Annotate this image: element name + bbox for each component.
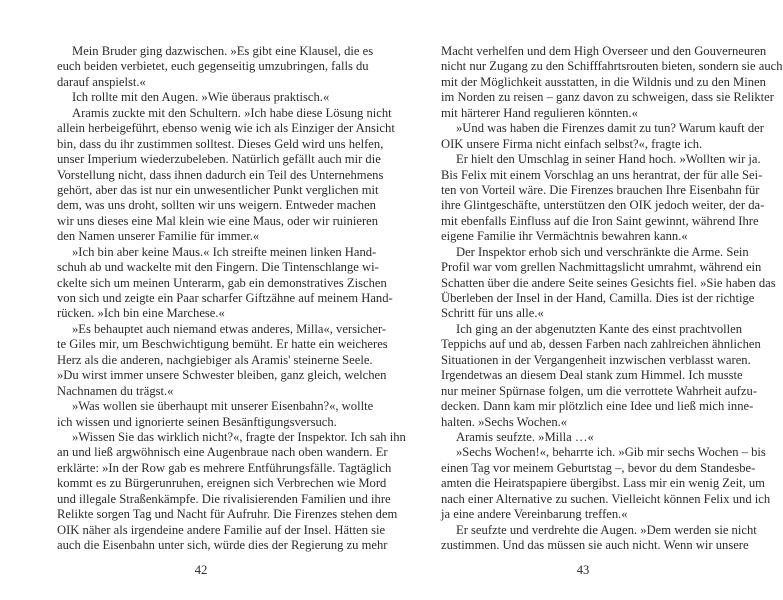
text-line: decken. Dann kam mir plötzlich eine Idee und ließ mich inne- bbox=[441, 399, 754, 414]
text-line: Ich rollte mit den Augen. »Wie überaus praktisch.« bbox=[72, 90, 330, 105]
text-line: ten von Vorteil wäre. Die Firenzes brauchen Ihre Eisenbahn für bbox=[441, 182, 760, 197]
text-line: erklärte: »In der Row gab es mehrere Entführungsfälle. Tagtäglich bbox=[57, 460, 392, 475]
text-line: nicht nur Zugang zu den Schifffahrtsrouten bieten, sondern sie auch bbox=[441, 59, 783, 74]
page-number-left: 42 bbox=[194, 563, 208, 577]
paragraph bbox=[441, 152, 765, 245]
paragraph bbox=[57, 244, 393, 322]
text-line: »Und was haben die Firenzes damit zu tun? Warum kauft der bbox=[456, 121, 764, 136]
page-number-right: 43 bbox=[576, 563, 590, 577]
text-line: Aramis seufzte. »Milla …« bbox=[456, 429, 594, 444]
text-line: euch beiden verbietet, euch gegenseitig umzubringen, falls du bbox=[57, 59, 369, 74]
text-line: Ich ging an der abgenutzten Kante des einst prachtvollen bbox=[456, 321, 743, 336]
text-line: einen Tag vor meinem Geburtstag –, bevor du dem Standesbe- bbox=[441, 460, 756, 475]
text-line: OIK näher als irgendeine andere Familie auf der Insel. Hätten sie bbox=[57, 522, 386, 537]
text-line: Er seufzte und verdrehte die Augen. »Dem werden sie nicht bbox=[456, 522, 757, 537]
text-line: ja eine andere Vereinbarung treffen.« bbox=[441, 507, 628, 522]
text-line: nach einer Alternative zu suchen. Vielleicht können Felix und ich bbox=[441, 491, 771, 506]
text-line: den Namen unserer Familie für immer.« bbox=[57, 229, 260, 244]
text-line: allein herbeigeführt, ebenso wenig wie ich als Einziger der Ansicht bbox=[57, 121, 395, 136]
text-line: Nachnamen du trägst.« bbox=[57, 383, 174, 398]
text-line: eigene Familie ihr Vermächtnis bewahren kann.« bbox=[441, 229, 688, 244]
text-line: Irgendetwas an diesem Deal stank zum Himmel. Ich musste bbox=[441, 368, 743, 383]
text-line: kommt es zu Bürgerunruhen, ereignen sich Verbrechen wie Mord bbox=[57, 476, 387, 491]
text-line: ckelte sich um meinen Unterarm, gab ein demonstratives Zischen bbox=[57, 275, 387, 290]
paragraph bbox=[57, 44, 374, 90]
paragraph bbox=[57, 90, 345, 105]
text-line: gehört, aber das ist nur ein unwesentlicher Punkt verglichen mit bbox=[57, 182, 379, 197]
text-line: darauf anspielst.« bbox=[57, 74, 146, 89]
text-line: Aramis zuckte mit den Schultern. »Ich habe diese Lösung nicht bbox=[72, 105, 392, 120]
right-page-text bbox=[441, 44, 783, 553]
text-line: Herz als die anderen, nachgiebiger als Aramis' steinerne Seele. bbox=[57, 352, 373, 367]
paragraph bbox=[57, 399, 374, 430]
text-line: und illegale Straßenkämpfe. Die rivalisierenden Familien und ihre bbox=[57, 491, 391, 506]
text-line: von sich und zeigte ein Paar scharfer Giftzähne auf meinem Hand- bbox=[57, 291, 393, 305]
text-line: amten die Heiratspapiere übergibst. Lass mir ein wenig Zeit, um bbox=[441, 476, 765, 491]
text-line: Mein Bruder ging dazwischen. »Es gibt eine Klausel, die es bbox=[72, 44, 374, 58]
text-line: rücken. »Ich bin eine Marchese.« bbox=[57, 306, 225, 321]
text-line: OIK unsere Firma nicht einfach selbst?«, fragte ich. bbox=[441, 136, 703, 151]
text-line: Macht verhelfen und dem High Overseer und den Gouverneuren bbox=[441, 44, 767, 58]
paragraph bbox=[441, 430, 729, 445]
paragraph bbox=[57, 105, 395, 245]
text-line: »Es behauptet auch niemand etwas anderes, Milla«, versicher- bbox=[72, 321, 387, 336]
paragraph bbox=[441, 121, 764, 152]
text-line: Schritt für uns alle.« bbox=[441, 306, 544, 321]
text-line: halten. »Sechs Wochen.« bbox=[441, 414, 568, 429]
text-line: wir uns dieses eine Mal klein wie eine Maus, oder wir ruinieren bbox=[57, 213, 379, 228]
text-line: Bis Felix mit einem Vorschlag an uns herantrat, der für alle Sei- bbox=[441, 167, 763, 182]
text-line: Der Inspektor erhob sich und verschränkte die Arme. Sein bbox=[456, 244, 749, 259]
paragraph bbox=[441, 445, 771, 522]
text-line: schuh ab und wackelte mit den Fingern. Die Tintenschlange wi- bbox=[57, 260, 379, 275]
text-line: dem, was uns droht, sollten wir uns weigern. Entweder machen bbox=[57, 198, 376, 213]
text-line: »Ich bin aber keine Maus.« Ich streifte meinen linken Hand- bbox=[72, 244, 377, 259]
paragraph bbox=[57, 321, 388, 399]
text-line: te Giles mir, um Beschwichtigung bemüht. Er hatte ein weicheres bbox=[57, 337, 388, 352]
text-line: Überleben der Insel in der Hand, Camilla. Dies ist der richtige bbox=[441, 291, 755, 305]
text-line: an und ließ argwöhnisch eine Augenbraue nach oben wandern. Er bbox=[57, 445, 388, 460]
text-line: mit härterer Hand regulieren könnten.« bbox=[441, 105, 638, 120]
text-line: »Was wollen sie überhaupt mit unserer Eisenbahn?«, wollte bbox=[72, 399, 374, 414]
text-line: ich wissen und ignorierte seinen Besänftigungsversuch. bbox=[57, 414, 337, 429]
text-line: mit der Möglichkeit ausstatten, in die Wildnis und zu den Minen bbox=[441, 74, 766, 89]
paragraph bbox=[441, 44, 783, 121]
text-line: Schatten über die andere Seite seines Gesichts fiel. »Sie haben das bbox=[441, 275, 776, 290]
text-line: Situationen in der Vergangenheit inzwischen verblasst waren. bbox=[441, 352, 751, 367]
text-line: Teppichs auf und ab, dessen Farben nach zahlreichen ähnlichen bbox=[441, 337, 761, 352]
paragraph bbox=[57, 429, 406, 554]
text-line: ihre Glintgeschäfte, unterstützen den OIK jedoch weiter, der da- bbox=[441, 198, 765, 213]
paragraph bbox=[441, 244, 776, 322]
text-line: »Sechs Wochen!«, beharrte ich. »Gib mir sechs Wochen – bis bbox=[456, 445, 766, 460]
text-line: im Norden zu reisen – ganz davon zu schweigen, dass sie Relikter bbox=[441, 90, 774, 105]
text-line: nur meiner Spürnase folgen, um die verrottete Wahrheit aufzu- bbox=[441, 383, 757, 398]
text-line: Er hielt den Umschlag in seiner Hand hoch. »Wollten wir ja. bbox=[456, 152, 761, 167]
text-line: Relikte sorgen Tag und Nacht für Aufruhr. Die Firenzes stehen dem bbox=[57, 507, 398, 522]
text-line: »Wissen Sie das wirklich nicht?«, fragte der Inspektor. Ich sah ihn bbox=[72, 429, 406, 444]
left-page-text bbox=[57, 44, 406, 553]
text-line: »Du wirst immer unsere Schwester bleiben, ganz gleich, welchen bbox=[57, 368, 387, 383]
text-line: Profil war vom grellen Nachmittagslicht umrahmt, während ein bbox=[441, 260, 762, 275]
text-line: bin, dass du ihr zustimmen solltest. Dieses Geld wird uns helfen, bbox=[57, 136, 384, 151]
text-line: unser Imperium wiederzubeleben. Natürlich gefällt auch mir die bbox=[57, 152, 381, 167]
paragraph bbox=[441, 522, 757, 554]
paragraph bbox=[441, 321, 761, 430]
text-line: mit ebenfalls Einfluss auf die Iron Saint gewinnt, während Ihre bbox=[441, 213, 759, 228]
text-line: auch die Eisenbahn unter sich, würde dies der Regierung zu mehr bbox=[57, 538, 388, 552]
text-line: Vorstellung nicht, dass ihnen dadurch ein Teil des Unternehmens bbox=[57, 167, 384, 182]
text-line: zustimmen. Und das müssen sie auch nicht. Wenn wir unsere bbox=[441, 538, 749, 552]
